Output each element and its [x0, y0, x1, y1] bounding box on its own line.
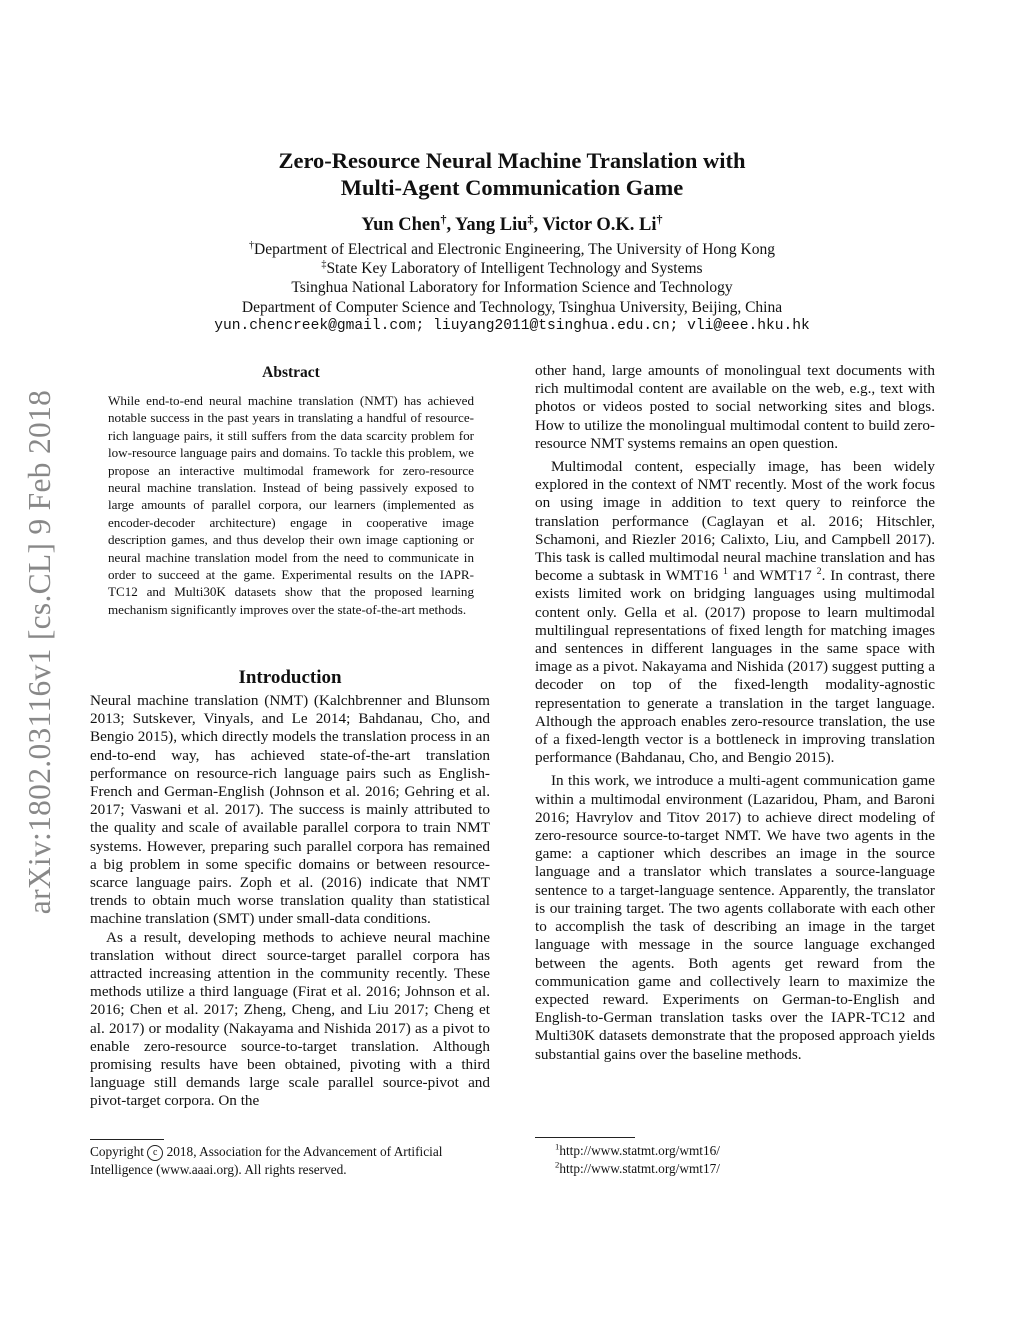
paragraph-segment: . In contrast, there exists limited work on bridging languages using multimodal content only. Gella et al. (2017) propose to learn multimodal multilingual representations of fixed length for matching images and sentences in different languages in the same space with image as a pivot. Nakayama and Nishida (2017) suggest putting a decoder on top of the fixed-length modality-agnostic representation to generate a translation in the target language. Although the approach enables zero-resource translation, the use of a fixed-length vector is a bottleneck in improving translation performance (Bahdanau, Cho, and Bengio 2015). — [535, 567, 935, 767]
abstract-heading: Abstract — [262, 364, 320, 381]
introduction-heading: Introduction — [238, 667, 342, 688]
affiliations — [0, 240, 1024, 336]
footnote-link[interactable]: http://www.statmt.org/wmt17/ — [559, 1161, 720, 1176]
footnote-ref: 2 — [816, 566, 822, 578]
right-column — [535, 362, 935, 1064]
body-paragraph: In this work, we introduce a multi-agent communication game within a multimodal environment (Lazaridou, Pham, and Baroni 2016; Havrylov and Titov 2017) to achieve direct modeling of zero-resource source-to-target NMT. We have two agents in the game: a captioner which describes an image in the source language and a translator which translates a source-language sentence to a target-language sentence. Apparently, the translator is our training target. The two agents collaborate with each other to accomplish the task of describing an image in the target language with message in the source language exchanged between the agents. Both agents get reward from the communication game and collectively learn to maximize the expected reward. Experiments on German-to-English and English-to-German translation tasks over the IAPR-TC12 and Multi30K datasets demonstrate that the proposed approach yields substantial gains over the baseline methods. — [535, 772, 935, 1063]
footnote — [555, 1160, 935, 1178]
affiliation-line: Department of Computer Science and Technology, Tsinghua University, Beijing, China — [241, 298, 783, 316]
copyright-text: 2018, Association for the Advancement of Artificial Intelligence (www.aaai.org). All rights reserved. — [90, 1144, 443, 1177]
affiliation-text: Department of Electrical and Electronic Engineering, The University of Hong Kong — [254, 241, 775, 258]
footnote-ref: 1 — [722, 566, 728, 578]
title-line-2: Multi-Agent Communication Game — [340, 175, 684, 200]
left-column — [90, 692, 490, 1111]
affiliation-mark: ‡ — [321, 259, 327, 271]
footnote-link[interactable]: http://www.statmt.org/wmt16/ — [559, 1143, 720, 1158]
copyright-icon: c — [147, 1145, 163, 1161]
footnote-rule — [90, 1139, 164, 1140]
author-list: Yun Chen†, Yang Liu‡, Victor O.K. Li† — [361, 211, 663, 235]
author-name: Victor O.K. Li — [542, 215, 657, 235]
body-paragraph: As a result, developing methods to achieve neural machine translation without direct source-target parallel corpora has attracted increasing attention in the community recently. These methods utilize a third language (Firat et al. 2016; Johnson et al. 2016; Chen et al. 2017; Zheng, Cheng, and Liu 2017; Cheng et al. 2017) or modality (Nakayama and Nishida 2017) as a pivot to enable zero-resource source-to-target translation. Although promising results have been obtained, pivoting with a third language still demands large scale parallel source-pivot and pivot-target corpora. On the — [90, 928, 490, 1110]
footnote-rule — [535, 1137, 635, 1138]
title-line-1: Zero-Resource Neural Machine Translation with — [278, 148, 746, 173]
abstract-text: While end-to-end neural machine translation (NMT) has achieved notable success in the past years in translating a handful of resource-rich language pairs, it still suffers from the data scarcity problem for low-resource language pairs and domains. To tackle this problem, we propose an interactive multimodal framework for zero-resource neural machine translation. Instead of being passively exposed to large amounts of parallel corpora, our learners (implemented as encoder-decoder architecture) engage in cooperative image description games, and thus develop their own image captioning or neural machine translation model from the need to communicate in order to succeed at the game. Experimental results on the IAPR-TC12 and Multi30K datasets show that the proposed learning mechanism significantly improves over the state-of-the-art methods. — [108, 393, 474, 617]
author-emails: yun.chencreek@gmail.com; liuyang2011@tsinghua.edu.cn; vli@eee.hku.hk — [214, 317, 810, 334]
affiliation-line — [0, 240, 1024, 259]
author-name: Yun Chen — [361, 215, 441, 235]
footnote-number: 1 — [555, 1141, 560, 1152]
paper-title — [0, 147, 1024, 201]
arxiv-stamp: arXiv:1802.03116v1 [cs.CL] 9 Feb 2018 — [22, 389, 57, 915]
affiliation-text: State Key Laboratory of Intelligent Technology and Systems — [326, 260, 703, 278]
body-paragraph: Neural machine translation (NMT) (Kalchbrenner and Blunsom 2013; Sutskever, Vinyals, and Le 2014; Bahdanau, Cho, and Bengio 2015), which directly models the translation process in an end-to-end way, has achieved state-of-the-art translation performance on resource-rich language pairs such as English-French and German-English (Johnson et al. 2016; Gehring et al. 2017; Vaswani et al. 2017). The success is mainly attributed to the quality and scale of available parallel corpora to train NMT systems. However, preparing such parallel corpora has remained a big problem in some specific domains or between resource-scarce language pairs. Zoph et al. (2016) indicate that NMT trends to obtain much worse translation quality than statistical machine translation (SMT) under small-data conditions. — [90, 692, 490, 928]
body-paragraph: other hand, large amounts of monolingual text documents with rich multimodal content are available on the web, e.g., text with photos or videos posted to social networking sites and blogs. How to utilize the monolingual multimodal content to build zero-resource NMT systems remains an open question. — [535, 362, 935, 452]
paragraph-segment: Multimodal content, especially image, has been widely explored in the context of NMT recently. Most of the work focus on using image in addition to text query to reinforce the translation performance (Caglayan et al. 2016; Hitschler, Schamoni, and Riezler 2016; Calixto, Liu, and Campbell 2017). This task is called multimodal neural machine translation and has become a subtask in WMT16 — [535, 458, 935, 585]
author-name: Yang Liu — [455, 215, 528, 235]
body-paragraph — [535, 458, 935, 767]
copyright-label: Copyright — [90, 1144, 144, 1159]
affiliation-mark: † — [656, 211, 663, 226]
paragraph-segment: and WMT17 — [727, 567, 817, 585]
affiliation-mark: † — [440, 211, 447, 226]
footnotes — [555, 1142, 935, 1178]
footnote-number: 2 — [555, 1159, 560, 1170]
affiliation-line: Tsinghua National Laboratory for Information Science and Technology — [291, 279, 733, 297]
copyright-notice — [90, 1143, 490, 1178]
affiliation-mark: † — [249, 239, 255, 251]
affiliation-mark: ‡ — [527, 211, 534, 226]
footnote — [555, 1142, 935, 1160]
affiliation-line — [0, 259, 1024, 278]
